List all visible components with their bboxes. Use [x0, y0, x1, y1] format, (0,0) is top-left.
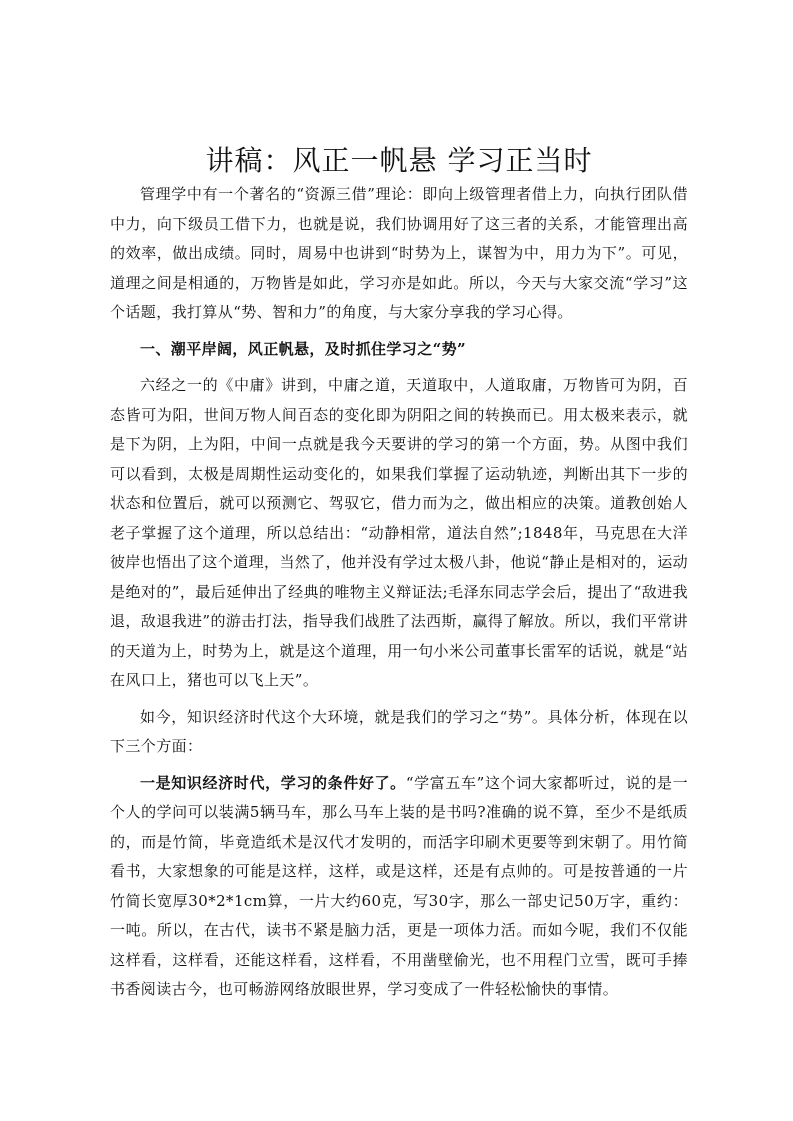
point-body: “学富五车”这个词大家都听过，说的是一个人的学问可以装满5辆马车，那么马车上装的是书吗?准确的说不算，至少不是纸质的，而是竹简，毕竟造纸术是汉代才发明的，而活字印刷术更要等到宋朝了。用竹简看书，大家想象的可能是这样，这样，或是这样，还是有点帅的。可是按普通的一片竹简长宽厚30*2*1cm算，一片大约60克，写30字，那么一部史记50万字，重约：一吨。所以，在古代，读书不紧是脑力活，更是一项体力活。而如今呢，我们不仅能这样看，这样看，还能这样看，这样看，不用凿壁偷光，也不用程门立雪，既可手捧书香阅读古今，也可畅游网络放眼世界，学习变成了一件轻松愉快的事情。	[110, 773, 688, 998]
paragraph-gap	[110, 696, 688, 703]
body-paragraph: 六经之一的《中庸》讲到，中庸之道，天道取中，人道取庸，万物皆可为阴，百态皆可为阳，世间万物人间百态的变化即为阴阳之间的转换而已。用太极来表示，就是下为阴，上为阳，中间一点就是我今天要讲的学习的第一个方面，势。从图中我们可以看到，太极是周期性运动变化的，如果我们掌握了运动轨迹，判断出其下一步的状态和位置后，就可以预测它、驾驭它，借力而为之，做出相应的决策。道教创始人老子掌握了这个道理，所以总结出：“动静相常，道法自然”;1848年，马克思在大洋彼岸也悟出了这个道理，当然了，他并没有学过太极八卦，他说“静止是相对的，运动是绝对的”，最后延伸出了经典的唯物主义辩证法;毛泽东同志学会后，提出了“敌进我退，敌退我进”的游击打法，指导我们战胜了法西斯，赢得了解放。所以，我们平常讲的天道为上，时势为上，就是这个道理，用一句小米公司董事长雷军的话说，就是“站在风口上，猪也可以飞上天”。	[110, 376, 688, 689]
point-lead: 一是知识经济时代，学习的条件好了。	[140, 773, 406, 792]
point-paragraph	[110, 769, 688, 1005]
paragraph-gap	[110, 762, 688, 769]
document-body	[110, 142, 688, 1005]
intro-paragraph: 管理学中有一个著名的“资源三借”理论：即向上级管理者借上力，向执行团队借中力，向下级员工借下力，也就是说，我们协调用好了这三者的关系，才能管理出高的效率，做出成绩。同时，周易中也讲到“时势为上，谋智为中，用力为下”。可见，道理之间是相通的，万物皆是如此，学习亦是如此。所以，今天与大家交流“学习”这个话题，我打算从“势、智和力”的角度，与大家分享我的学习心得。	[110, 185, 688, 321]
section-heading: 一、潮平岸阔，风正帆悬，及时抓住学习之“势”	[140, 339, 467, 358]
page-title: 讲稿：风正一帆悬 学习正当时	[205, 144, 593, 177]
body-paragraph: 如今，知识经济时代这个大环境，就是我们的学习之“势”。具体分析，体现在以下三个方面：	[110, 707, 688, 755]
